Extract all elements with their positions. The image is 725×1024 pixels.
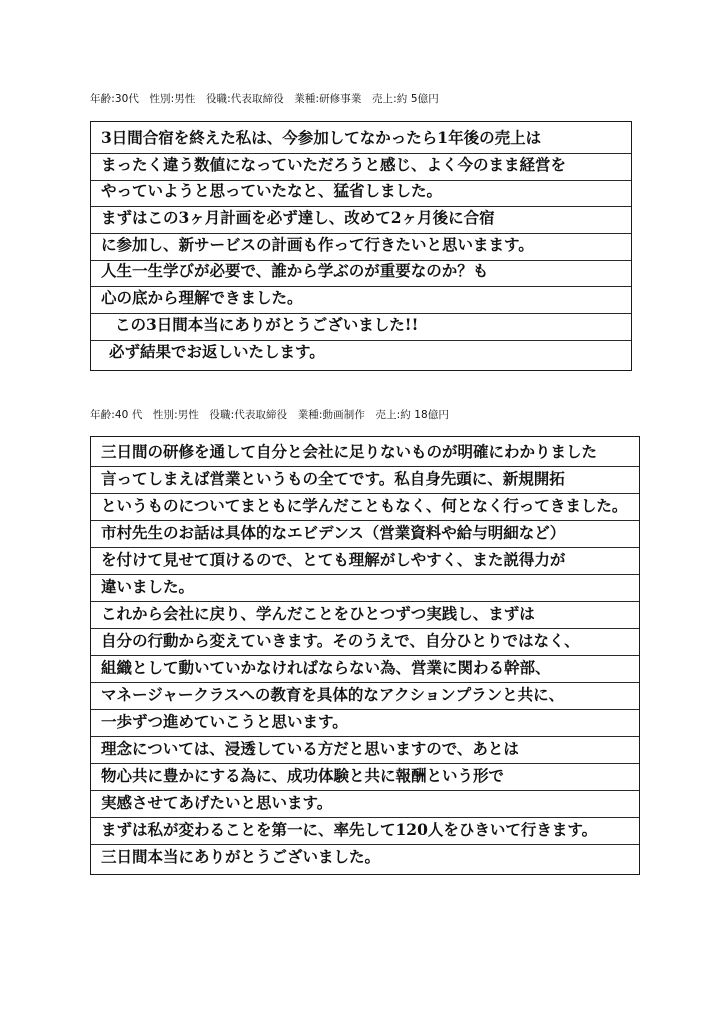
entry-1-line-7: 心の底から理解できました。 (101, 288, 303, 307)
ruled-line (91, 655, 639, 656)
entry-1-line-5: に参加し、新サービスの計画も作って行きたいと思いまます。 (101, 235, 534, 254)
ruled-line (91, 286, 631, 287)
entry-1-line-9: 必ず結果でお返しいたします。 (109, 342, 325, 361)
entry-2-line-3: というものについてまともに学んだこともなく、何となく行ってきました。 (101, 496, 628, 515)
entry-2-line-7: これから会社に戻り、学んだことをひとつずつ実践し、まずは (101, 604, 535, 623)
ruled-line (91, 493, 639, 494)
entry-2-line-5: を付けて見せて頂けるので、とても理解がしやすく、また説得力が (101, 550, 566, 569)
entry-1-industry: 業種:研修事業 (294, 93, 362, 105)
entry-2-line-6: 違いました。 (101, 577, 195, 596)
ruled-line (91, 736, 639, 737)
entry-1-sales: 売上:約 5億円 (371, 93, 439, 105)
ruled-line (91, 520, 639, 521)
entry-2-gender: 性別:男性 (152, 409, 199, 421)
entry-2-line-10: マネージャークラスへの教育を具体的なアクションプランと共に、 (101, 685, 565, 704)
entry-1-line-8: この3日間本当にありがとうございました!! (115, 315, 419, 334)
entry-1-line-4: まずはこの3ヶ月計画を必ず達し、改めて2ヶ月後に合宿 (101, 208, 495, 227)
entry-2-sales: 売上:約 18億円 (375, 409, 450, 421)
ruled-line (91, 547, 639, 548)
ruled-line (91, 574, 639, 575)
ruled-line (91, 601, 639, 602)
entry-2-line-13: 物心共に豊かにする為に、成功体験と共に報酬という形で (101, 766, 505, 785)
entry-1-age: 年齢:30代 (90, 93, 139, 105)
ruled-line (91, 628, 639, 629)
ruled-line (91, 709, 639, 710)
ruled-line (91, 844, 639, 845)
entry-2-handwritten-sheet (90, 436, 640, 875)
entry-2-line-1: 三日間の研修を通して自分と会社に足りないものが明確にわかりました (101, 442, 598, 461)
entry-2-line-15: まずは私が変わることを第一に、率先して120人をひきいて行きます。 (101, 820, 598, 839)
entry-1-header (90, 91, 446, 106)
entry-1-handwritten-sheet (90, 121, 632, 371)
entry-2-role: 役職:代表取締役 (209, 409, 288, 421)
entry-2-line-16: 三日間本当にありがとうございました。 (101, 847, 381, 866)
ruled-line (91, 682, 639, 683)
entry-2-line-9: 組織として動いていかなければならない為、営業に関わる幹部、 (101, 658, 551, 677)
entry-2-line-4: 市村先生のお話は具体的なエビデンス（営業資料や給与明細など） (101, 523, 566, 542)
entry-2-header (90, 407, 456, 422)
entry-1-line-1: 3日間合宿を終えた私は、今参加してなかったら1年後の売上は (101, 128, 542, 147)
ruled-line (91, 466, 639, 467)
ruled-line (91, 313, 631, 314)
ruled-line (91, 790, 639, 791)
ruled-line (91, 763, 639, 764)
entry-2-line-2: 言ってしまえば営業というもの全てです。私自身先頭に、新規開拓 (101, 469, 565, 488)
entry-1-line-3: やっていようと思っていたなと、猛省しました。 (101, 181, 443, 200)
ruled-line (91, 233, 631, 234)
entry-2-age: 年齢:40 代 (90, 409, 143, 421)
entry-2-line-12: 理念については、浸透している方だと思いますので、あとは (101, 739, 519, 758)
entry-1-role: 役職:代表取締役 (205, 93, 284, 105)
entry-2-line-8: 自分の行動から変えていきます。そのうえで、自分ひとりではなく、 (101, 631, 580, 650)
ruled-line (91, 817, 639, 818)
ruled-line (91, 340, 631, 341)
entry-2-industry: 業種:動画制作 (297, 409, 365, 421)
entry-1-line-6: 人生一生学びが必要で、誰から学ぶのが重要なのか？も (101, 261, 489, 280)
entry-1-gender: 性別:男性 (149, 93, 196, 105)
entry-2-line-11: 一歩ずつ進めていこうと思います。 (101, 712, 348, 731)
entry-2-line-14: 実感させてあげたいと思います。 (101, 793, 333, 812)
entry-1-line-2: まったく違う数値になっていただろうと感じ、よく今のまま経営を (101, 155, 567, 174)
ruled-line (91, 153, 631, 154)
ruled-line (91, 206, 631, 207)
